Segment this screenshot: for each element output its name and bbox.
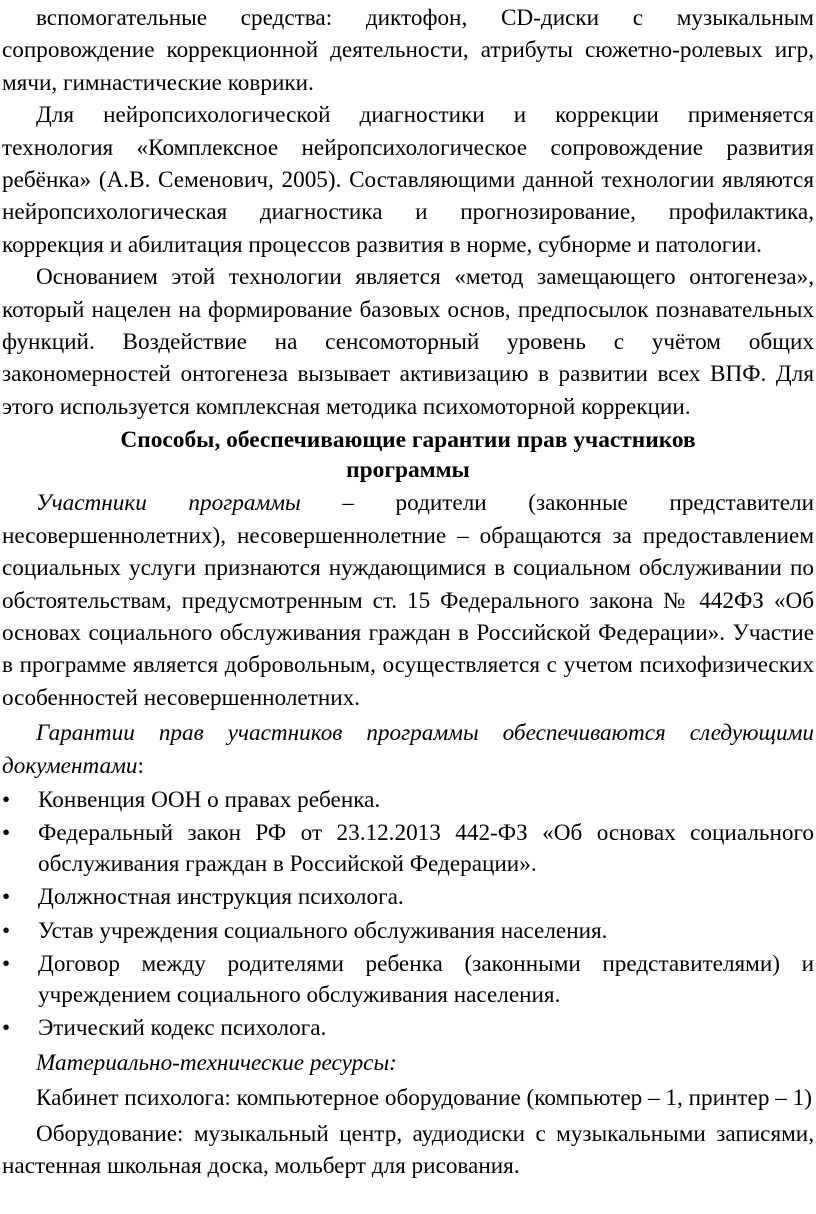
document-body	[0, 2, 816, 1183]
paragraph-resources	[0, 1047, 816, 1079]
paragraph-cabinet: Кабинет психолога: компьютерное оборудование (компьютер – 1, принтер – 1)	[36, 1085, 812, 1112]
section-heading-line-2: программы	[346, 457, 470, 484]
resources-suffix: :	[389, 1049, 397, 1076]
paragraph-participants	[0, 487, 816, 714]
document-list-item	[0, 882, 816, 913]
paragraph-hardware: Оборудование: музыкальный центр, аудиодиски с музыкальными записями, настенная школьная доска, мольберт для рисования.	[2, 1120, 814, 1180]
bullet-icon: •	[2, 786, 11, 813]
participants-text: – родители (законные представители несовершеннолетних), несовершеннолетние – обращаются за предоставлением социальных услуги признаются нуждающимися в социальном обслуживании по обстоятельствам, предусмотренным ст. 15 Федерального закона № 442ФЗ «Об основах социального обслуживания граждан в Российской Федерации». Участие в программе является добровольным, осуществляется с учетом психофизических особенностей несовершеннолетних.	[2, 490, 814, 711]
document-list-item	[0, 1013, 816, 1044]
section-heading-line-1: Способы, обеспечивающие гарантии прав участников	[120, 427, 696, 454]
paragraph-technology: Для нейропсихологической диагностики и коррекции применяется технология «Комплексное нейропсихологическое сопровождение развития ребёнка» (А.В. Семенович, 2005). Составляющими данной технологии являются нейропсихологическая диагностика и прогнозирование, профилактика, коррекция и абилитация процессов развития в норме, субнорме и патологии.	[2, 102, 814, 258]
bullet-icon: •	[2, 820, 11, 847]
document-list-item	[0, 949, 816, 1010]
bullet-icon: •	[2, 884, 11, 911]
paragraph-method: Основанием этой технологии является «метод замещающего онтогенеза», который нацелен на формирование базовых основ, предпосылок познавательных функций. Воздействие на сенсомоторный уровень с учётом общих закономерностей онтогенеза вызывает активизацию в развитии всех ВПФ. Для этого используется комплексная методика психомоторной коррекции.	[2, 264, 814, 420]
documents-list	[0, 785, 816, 1044]
document-list-item-text: Договор между родителями ребенка (законными представителями) и учреждением социального обслуживания населения.	[38, 951, 814, 1008]
document-list-item	[0, 785, 816, 816]
document-list-item	[0, 916, 816, 947]
document-list-item-text: Федеральный закон РФ от 23.12.2013 442-ФЗ «Об основах социального обслуживания граждан в Российской Федерации».	[38, 820, 814, 877]
resources-label: Материально-технические ресурсы	[36, 1049, 390, 1076]
bullet-icon: •	[2, 951, 11, 978]
document-list-item-text: Этический кодекс психолога.	[38, 1015, 327, 1042]
section-heading	[0, 425, 816, 485]
participants-label: Участники программы	[36, 490, 301, 517]
document-list-item-text: Устав учреждения социального обслуживания населения.	[38, 917, 608, 944]
guarantees-label: Гарантии прав участников программы обеспечиваются следующими документами	[2, 720, 814, 779]
paragraph-guarantees	[0, 717, 816, 782]
document-list-item-text: Конвенция ООН о правах ребенка.	[38, 786, 381, 813]
document-list-item	[0, 818, 816, 879]
bullet-icon: •	[2, 917, 11, 944]
document-list-item-text: Должностная инструкция психолога.	[38, 884, 404, 911]
guarantees-suffix: :	[137, 752, 144, 779]
paragraph-equipment: вспомогательные средства: диктофон, CD-диски с музыкальным сопровождение коррекционной деятельности, атрибуты сюжетно-ролевых игр, мячи, гимнастические коврики.	[2, 5, 814, 96]
bullet-icon: •	[2, 1015, 11, 1042]
